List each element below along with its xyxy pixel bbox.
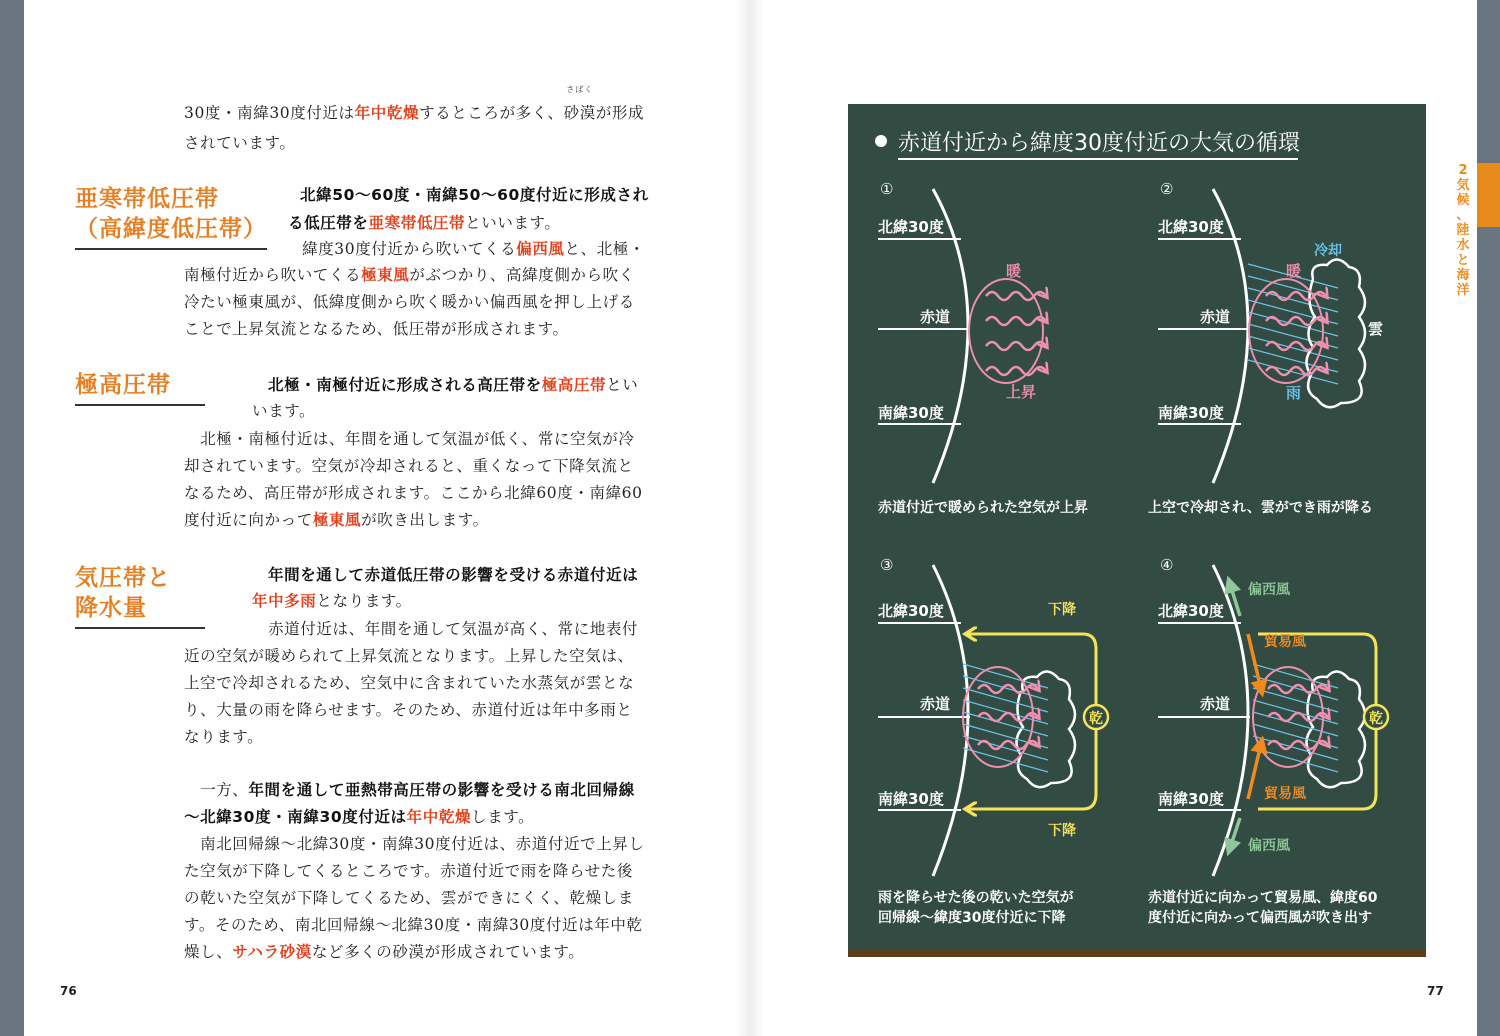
- sec1-lead-1: 北緯50〜60度・南緯50〜60度付近に形成され: [300, 186, 649, 204]
- heading-pressure-precip: 気圧帯と 降水量: [75, 563, 205, 629]
- gutter-shadow: [735, 0, 765, 1036]
- sec3-body-5: なります。: [184, 728, 264, 746]
- panel-3-number: ③: [880, 556, 894, 574]
- heading-subarctic-low: 亜寒帯低圧帯 （高緯度低圧帯）: [75, 184, 267, 250]
- sec3-body-1: 赤道付近は、年間を通して気温が高く、常に地表付: [252, 620, 639, 638]
- panel-4-number: ④: [1160, 556, 1174, 574]
- sec1-body-3: 冷たい極東風が、低緯度側から吹く暖かい偏西風を押し上げる: [184, 293, 635, 311]
- title-bullet-icon: [875, 135, 887, 147]
- panel-3: [878, 556, 1108, 926]
- chapter-title-glyph: 候: [1456, 193, 1470, 208]
- intro-line-2: されています。: [184, 134, 296, 152]
- board-title: 赤道付近から緯度30度付近の大気の循環: [898, 131, 1300, 156]
- panel-1-number: ①: [880, 180, 894, 198]
- panel-4: [1148, 556, 1388, 926]
- chapter-title-glyph: 陸: [1456, 223, 1470, 238]
- sec1-body-2: 南極付近から吹いてくる極東風がぶつかり、高緯度側から吹く: [184, 266, 635, 284]
- panel-4-westerly-label-bottom: 偏西風: [1248, 838, 1290, 854]
- panel-2-wavy-arrow: [1266, 292, 1326, 300]
- intro-line-1: 30度・南緯30度付近は年中乾燥するところが多く、 さばく 砂漠が形成: [184, 98, 644, 128]
- sec3-p3-2: た空気が下降してくるところです。赤道付近で雨を降らせた後: [184, 862, 633, 880]
- panel-3-caption-2: 回帰線〜緯度30度付近に下降: [878, 910, 1066, 926]
- sec3-lead-2: 年中多雨となります。: [252, 592, 412, 610]
- panel-2-north-label: 北緯30度: [1158, 218, 1224, 236]
- sec3-p3-4: す。そのため、南北回帰線〜北緯30度・南緯30度付近は年中乾: [184, 916, 643, 934]
- panel-4-trade-label-top: 貿易風: [1264, 634, 1306, 650]
- sec2-lead-1: 北極・南極付近に形成される高圧帯を極高圧帯とい: [268, 376, 639, 394]
- chapter-number: 2: [1458, 163, 1468, 178]
- panel-4-wavy-arrow: [1268, 713, 1328, 721]
- chapter-tab: [1477, 163, 1500, 227]
- panel-2-south-label: 南緯30度: [1158, 404, 1224, 422]
- panel-1-north-label: 北緯30度: [878, 218, 944, 236]
- panel-4-north-label: 北緯30度: [1158, 602, 1224, 620]
- panel-4-westerly-label-top: 偏西風: [1248, 582, 1290, 598]
- panel-3-dry-label: 乾: [1089, 711, 1103, 727]
- panel-3-descend-label-bottom: 下降: [1048, 823, 1076, 839]
- sec3-p2-2: 〜北緯30度・南緯30度付近は年中乾燥します。: [184, 808, 535, 826]
- sec1-body-1: 緯度30度付近から吹いてくる偏西風と、北極・: [286, 240, 646, 258]
- heading-polar-high: 極高圧帯: [75, 370, 205, 406]
- sec3-p3-3: の乾いた空気が下降してくるため、雲ができにくく、乾燥しま: [184, 889, 634, 907]
- panel-1-south-label: 南緯30度: [878, 404, 944, 422]
- panel-4-south-label: 南緯30度: [1158, 790, 1224, 808]
- sec2-lead-2: います。: [252, 402, 316, 420]
- sec1-body-4: ことで上昇気流となるため、低圧帯が形成されます。: [184, 320, 569, 338]
- sec2-body-1: 北極・南極付近は、年間を通して気温が低く、常に空気が冷: [184, 430, 635, 448]
- chapter-title-glyph: と: [1456, 253, 1470, 268]
- panel-4-trade-wind-arrow-top: [1248, 634, 1261, 689]
- panel-1-wavy-arrow: [986, 342, 1046, 350]
- panel-3-equator-label: 赤道: [920, 695, 951, 713]
- panel-1-wavy-arrow: [986, 292, 1046, 300]
- panel-3-north-label: 北緯30度: [878, 602, 944, 620]
- panel-2-wavy-arrow: [1266, 317, 1326, 325]
- panel-2-warm-label: 暖: [1286, 262, 1302, 280]
- sec3-body-4: り、大量の雨を降らせます。そのため、赤道付近は年中多雨と: [184, 701, 633, 719]
- panel-4-caption-1: 赤道付近に向かって貿易風、緯度60: [1148, 890, 1378, 906]
- sec2-body-4: 度付近に向かって極東風が吹き出します。: [184, 511, 489, 529]
- chapter-title-glyph: 海: [1456, 268, 1470, 283]
- sec3-body-2: 近の空気が暖められて上昇気流となります。上昇した空気は、: [184, 647, 634, 665]
- panel-1-warm-air: [969, 279, 1043, 383]
- panel-3-south-label: 南緯30度: [878, 790, 944, 808]
- panel-2-rain-label: 雨: [1286, 384, 1302, 402]
- ruby-sabaku: さばく 砂漠: [563, 85, 596, 122]
- sec3-p3-5: 燥し、サハラ砂漠など多くの砂漠が形成されています。: [184, 943, 585, 961]
- sec1-lead-2: る低圧帯を亜寒帯低圧帯といいます。: [288, 214, 561, 232]
- panel-2-cool-label: 冷却: [1314, 243, 1342, 259]
- panel-2-cloud-label: 雲: [1368, 320, 1384, 338]
- panel-1-caption: 赤道付近で暖められた空気が上昇: [878, 500, 1088, 516]
- chapter-title-glyph: 水: [1456, 238, 1470, 253]
- panel-4-dry-label: 乾: [1369, 711, 1383, 727]
- panel-1-equator-label: 赤道: [920, 308, 951, 326]
- panel-4-trade-wind-arrow-bottom: [1248, 744, 1261, 799]
- chapter-title-glyph: 洋: [1456, 283, 1470, 298]
- chapter-title-glyph: 気: [1456, 178, 1470, 193]
- panel-3-wavy-arrow: [978, 713, 1038, 721]
- sec3-lead-1: 年間を通して赤道低圧帯の影響を受ける赤道付近は: [268, 566, 639, 584]
- panel-2-warm-air: [1249, 279, 1323, 383]
- panel-4-trade-label-bottom: 貿易風: [1264, 786, 1306, 802]
- panel-2-wavy-arrow: [1266, 367, 1326, 375]
- panel-4-wavy-arrow: [1268, 741, 1328, 749]
- panel-3-caption-1: 雨を降らせた後の乾いた空気が: [878, 890, 1074, 906]
- sec2-body-3: なるため、高圧帯が形成されます。ここから北緯60度・南緯60: [184, 484, 643, 502]
- panel-1-warm-label: 暖: [1006, 262, 1022, 280]
- panel-2-caption: 上空で冷却され、雲ができ雨が降る: [1148, 500, 1373, 516]
- panel-4-equator-label: 赤道: [1200, 695, 1231, 713]
- sec3-body-3: 上空で冷却されるため、空気中に含まれていた水蒸気が雲とな: [184, 674, 635, 692]
- sec3-p3-1: 南北回帰線〜北緯30度・南緯30度付近は、赤道付近で上昇し: [184, 835, 645, 853]
- panel-2-cooling-lines: [1248, 264, 1338, 384]
- chapter-title: [1453, 178, 1473, 298]
- panel-2-equator-label: 赤道: [1200, 308, 1231, 326]
- panel-1-wavy-arrow: [986, 317, 1046, 325]
- sec2-body-2: 却されています。空気が冷却されると、重くなって下降気流と: [184, 457, 634, 475]
- chapter-title-glyph: 、: [1456, 208, 1470, 223]
- panel-2-number: ②: [1160, 180, 1174, 198]
- panel-1-wavy-arrow: [986, 367, 1046, 375]
- panel-2: [1148, 180, 1383, 516]
- panel-1: [878, 180, 1088, 516]
- panel-4-caption-2: 度付近に向かって偏西風が吹き出す: [1148, 910, 1372, 926]
- chapter-label: [1453, 163, 1473, 298]
- panel-3-wavy-arrow: [978, 741, 1038, 749]
- panel-3-descend-label-top: 下降: [1048, 602, 1076, 618]
- page-number-left: 76: [60, 984, 77, 998]
- panel-4-loop-bottom: [1258, 634, 1376, 809]
- page-number-right: 77: [1427, 984, 1444, 998]
- circulation-diagram: [848, 104, 1426, 957]
- panel-1-rise-label: 上昇: [1006, 383, 1037, 401]
- sec3-p2-1: 一方、年間を通して亜熱帯高圧帯の影響を受ける南北回帰線: [184, 781, 635, 799]
